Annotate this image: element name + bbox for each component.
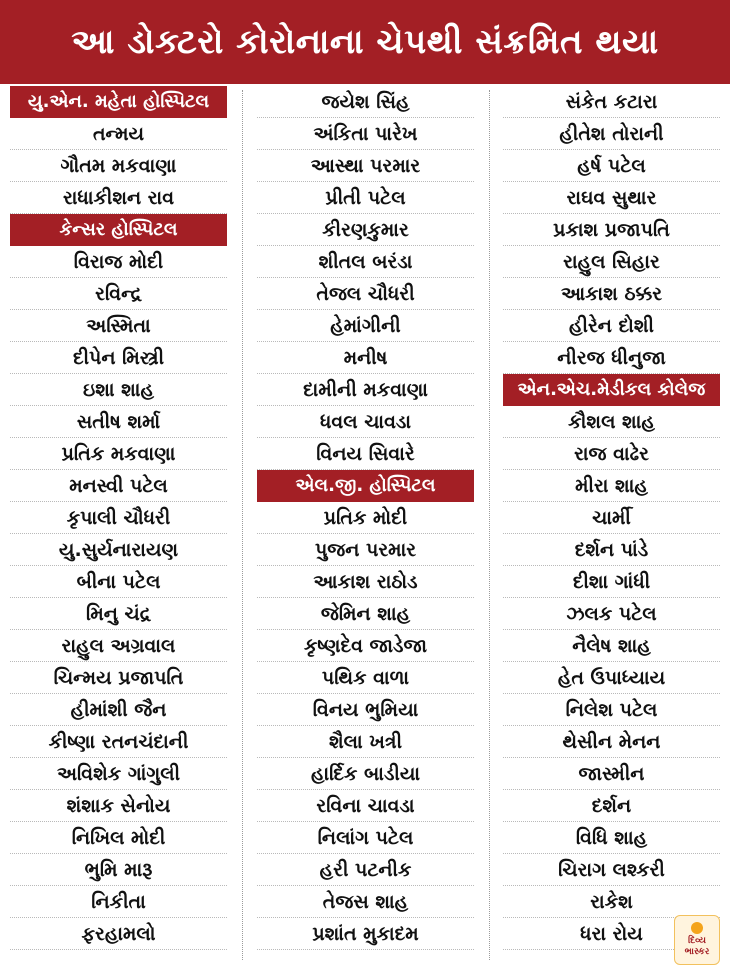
divya-bhaskar-logo bbox=[674, 915, 720, 965]
doctor-name-row: વિધિ શાહ bbox=[503, 822, 720, 854]
hospital-section-header: એલ.જી. હોસ્પિટલ bbox=[257, 470, 474, 502]
doctor-name-row: નિખિલ મોદી bbox=[10, 822, 227, 854]
column-divider bbox=[489, 90, 490, 960]
doctor-name-row: ઝલક પટેલ bbox=[503, 598, 720, 630]
doctor-name-row: પ્રતિક મોદી bbox=[257, 502, 474, 534]
doctor-name-row: અંકિતા પારેખ bbox=[257, 118, 474, 150]
doctor-name-row: રાઘવ સુથાર bbox=[503, 182, 720, 214]
doctor-name-row: હીતેશ તોરાની bbox=[503, 118, 720, 150]
doctor-name-row: રાજ વાઢેર bbox=[503, 438, 720, 470]
doctor-name-row: પથિક વાળા bbox=[257, 662, 474, 694]
doctor-name-row: કીષ્ણા રતનચંદાની bbox=[10, 726, 227, 758]
doctor-name-row: દામીની મકવાણા bbox=[257, 374, 474, 406]
doctor-name-row: મિનુ ચંદ્ર bbox=[10, 598, 227, 630]
hospital-section-header: એન.એચ.મેડીકલ કોલેજ bbox=[503, 374, 720, 406]
doctor-name-row: બીના પટેલ bbox=[10, 566, 227, 598]
hospital-section-header: કેન્સર હોસ્પિટલ bbox=[10, 214, 227, 246]
doctor-name-row: હીમાંશી જૈન bbox=[10, 694, 227, 726]
column-divider bbox=[242, 90, 243, 960]
doctor-name-row: ચાર્મી bbox=[503, 502, 720, 534]
doctor-name-row: વિનય સિવારે bbox=[257, 438, 474, 470]
doctor-name-row: હીરેન દોશી bbox=[503, 310, 720, 342]
doctor-name-row: હેમાંગીની bbox=[257, 310, 474, 342]
doctor-name-row: તેજલ ચૌધરી bbox=[257, 278, 474, 310]
doctor-name-row: મીરા શાહ bbox=[503, 470, 720, 502]
doctor-name-row: જેમિન શાહ bbox=[257, 598, 474, 630]
doctor-name-row: દર્શન પાંડે bbox=[503, 534, 720, 566]
doctor-name-row: ભુમિ મારૂ bbox=[10, 854, 227, 886]
doctor-name-row: અસ્મિતા bbox=[10, 310, 227, 342]
doctor-name-row: હર્ષ પટેલ bbox=[503, 150, 720, 182]
doctor-name-row: ચિન્મય પ્રજાપતિ bbox=[10, 662, 227, 694]
doctor-name-row: દીપેન મિસ્ત્રી bbox=[10, 342, 227, 374]
doctor-name-row: ગૌતમ મકવાણા bbox=[10, 150, 227, 182]
doctor-name-row: કીરણકુમાર bbox=[257, 214, 474, 246]
doctor-name-row: તેજસ શાહ bbox=[257, 886, 474, 918]
doctor-name-row: રાકેશ bbox=[503, 886, 720, 918]
doctor-name-row: સંકેત કટારા bbox=[503, 86, 720, 118]
doctor-name-row: શૈલા ખત્રી bbox=[257, 726, 474, 758]
doctor-name-row: મનસ્વી પટેલ bbox=[10, 470, 227, 502]
doctor-name-row: આસ્થા પરમાર bbox=[257, 150, 474, 182]
doctor-name-row: થેસીન મેનન bbox=[503, 726, 720, 758]
doctor-name-row: દીશા ગાંધી bbox=[503, 566, 720, 598]
logo-line-2: ભાસ્કર bbox=[684, 947, 710, 957]
page-title-banner bbox=[0, 0, 730, 84]
column-1 bbox=[10, 86, 227, 950]
hospital-section-header: યુ.એન. મહેતા હોસ્પિટલ bbox=[10, 86, 227, 118]
doctor-name-row: પ્રતિક મકવાણા bbox=[10, 438, 227, 470]
doctor-name-row: આકાશ રાઠોડ bbox=[257, 566, 474, 598]
doctor-name-row: દર્શન bbox=[503, 790, 720, 822]
sun-icon bbox=[691, 922, 703, 934]
column-2 bbox=[257, 86, 474, 950]
doctor-name-row: હાર્દિક બાડીયા bbox=[257, 758, 474, 790]
doctor-name-row: તન્મય bbox=[10, 118, 227, 150]
doctor-name-row: રવિન્દ્ર bbox=[10, 278, 227, 310]
doctor-name-row: નિલેશ પટેલ bbox=[503, 694, 720, 726]
doctor-name-row: વિરાજ મોદી bbox=[10, 246, 227, 278]
doctor-name-row: ઇશા શાહ bbox=[10, 374, 227, 406]
doctor-name-row: યુ.સુર્યનારાયણ bbox=[10, 534, 227, 566]
doctor-name-row: શીતલ બરંડા bbox=[257, 246, 474, 278]
doctor-name-row: પ્રશાંત મુકાદમ bbox=[257, 918, 474, 950]
doctor-name-row: ફરહામલો bbox=[10, 918, 227, 950]
doctor-name-row: પ્રીતી પટેલ bbox=[257, 182, 474, 214]
doctor-name-row: ચિરાગ લશ્કરી bbox=[503, 854, 720, 886]
doctor-name-row: રવિના ચાવડા bbox=[257, 790, 474, 822]
doctor-name-row: અવિશેક ગાંગુલી bbox=[10, 758, 227, 790]
doctor-name-row: નૈલેષ શાહ bbox=[503, 630, 720, 662]
doctor-name-row: નિકીતા bbox=[10, 886, 227, 918]
doctor-name-row: ધવલ ચાવડા bbox=[257, 406, 474, 438]
page-title: આ ડોક્ટરો કોરોનાના ચેપથી સંક્રમિત થયા bbox=[71, 22, 659, 62]
doctor-name-row: કૃપાલી ચૌધરી bbox=[10, 502, 227, 534]
doctor-name-row: શંશાક સેનોય bbox=[10, 790, 227, 822]
column-3 bbox=[503, 86, 720, 950]
doctor-name-row: જયેશ સિંહ bbox=[257, 86, 474, 118]
doctor-name-row: ધરા રોય bbox=[503, 918, 720, 950]
doctor-name-row: નિલાંગ પટેલ bbox=[257, 822, 474, 854]
doctor-name-row: સતીષ શર્મા bbox=[10, 406, 227, 438]
doctor-name-row: હેત ઉપાધ્યાય bbox=[503, 662, 720, 694]
doctor-name-row: પ્રકાશ પ્રજાપતિ bbox=[503, 214, 720, 246]
doctor-name-row: રાહુલ અગ્રવાલ bbox=[10, 630, 227, 662]
doctor-name-row: રાહુલ સિહાર bbox=[503, 246, 720, 278]
doctor-name-row: પુજન પરમાર bbox=[257, 534, 474, 566]
doctor-name-row: રાધાકીશન રાવ bbox=[10, 182, 227, 214]
doctor-name-row: વિનય ભુમિયા bbox=[257, 694, 474, 726]
doctor-name-row: કૌશલ શાહ bbox=[503, 406, 720, 438]
doctor-name-row: આકાશ ઠક્કર bbox=[503, 278, 720, 310]
logo-line-1: દિવ્ય bbox=[688, 936, 706, 946]
doctor-name-row: જાસ્મીન bbox=[503, 758, 720, 790]
doctor-name-row: કૃષ્ણદેવ જાડેજા bbox=[257, 630, 474, 662]
doctor-name-row: નીરજ ધીનુજા bbox=[503, 342, 720, 374]
doctor-name-row: મનીષ bbox=[257, 342, 474, 374]
doctor-name-row: હરી પટનીક bbox=[257, 854, 474, 886]
